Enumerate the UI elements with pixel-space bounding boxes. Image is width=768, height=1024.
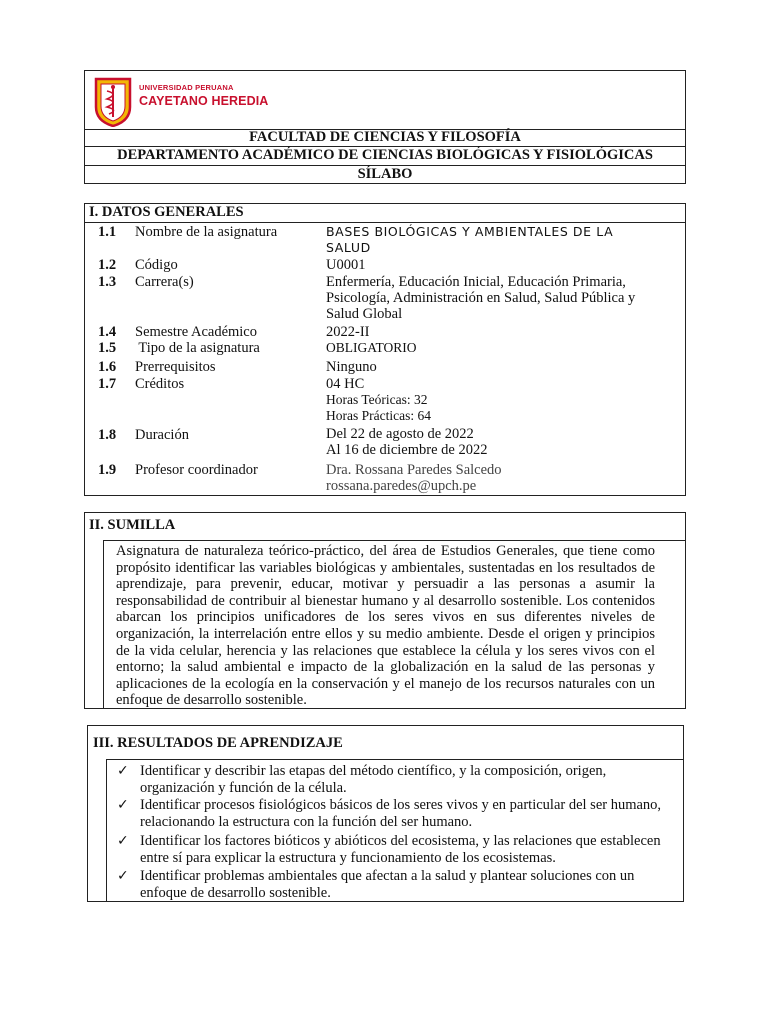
sumilla-body [103, 540, 685, 708]
row-value [326, 324, 666, 340]
document-type-title: SÍLABO [357, 166, 413, 182]
row-number: 1.8 [98, 427, 117, 443]
outcome-text: Identificar y describir las etapas del método científico, y la composición, origen, organización y función de la célula. [140, 763, 607, 796]
outcome-text: Identificar problemas ambientales que afectan a la salud y plantear soluciones con un enfoque de desarrollo sostenible. [140, 868, 635, 901]
outcomes-list [106, 759, 683, 901]
row-value [326, 462, 666, 494]
logo-line-university: UNIVERSIDAD PERUANA [139, 83, 234, 92]
row-label: Duración [135, 427, 189, 443]
row-label: Código [135, 257, 178, 273]
value-line: Psicología, Administración en Salud, Salud Pública y [326, 290, 636, 306]
value-line: U0001 [326, 257, 366, 273]
value-line: Dra. Rossana Paredes Salcedo [326, 462, 502, 478]
value-line: 2022-II [326, 324, 370, 340]
sumilla-paragraph: Asignatura de naturaleza teórico-práctico, del área de Estudios Generales, que tiene como propósito identificar las variables biológicas y ambientales, sustentadas en los resultados de aprendizaje, para prevenir, educar, motivar y persuadir a las personas a asumir la responsabilidad de contribuir al bienestar humano y al desarrollo sostenible. Los contenidos abarcan los principios unificadores de los seres vivos en sus diferentes niveles de organización, la interrelación entre ellos y su medio ambiente. Desde el origen y principios de la vida celular, herencia y las relaciones que establece la célula y los seres vivos con el entorno; la salud ambiental e impacto de la globalización en la salud de las personas y aplicaciones de la ecología en la conservación y el manejo de los recursos naturales con un enfoque de desarrollo sostenible. [116, 543, 655, 709]
value-line: SALUD [326, 240, 371, 255]
general-data-section [84, 203, 686, 496]
checkmark-icon: ✓ [117, 868, 129, 884]
row-number: 1.1 [98, 224, 117, 240]
row-label: Nombre de la asignatura [135, 224, 278, 240]
section-divider [85, 222, 685, 223]
row-label: Carrera(s) [135, 274, 194, 290]
outcome-text: Identificar procesos fisiológicos básicos de los seres vivos y en particular del ser humano, relacionando la estructura con la función del ser humano. [140, 797, 662, 830]
row-number: 1.2 [98, 257, 117, 273]
sumilla-section [84, 512, 686, 709]
value-line: Salud Global [326, 306, 403, 322]
checkmark-icon: ✓ [117, 763, 129, 779]
value-line: 04 HC [326, 376, 365, 392]
value-line: Ninguno [326, 359, 377, 375]
row-number: 1.7 [98, 376, 117, 392]
logo-row [85, 71, 685, 130]
row-label: Tipo de la asignatura [135, 340, 260, 356]
value-line: Al 16 de diciembre de 2022 [326, 442, 488, 458]
section-title: II. SUMILLA [89, 517, 176, 533]
row-number: 1.9 [98, 462, 117, 478]
logo-line-name: CAYETANO HEREDIA [139, 93, 269, 108]
value-line: Enfermería, Educación Inicial, Educación Primaria, [326, 274, 626, 290]
row-number: 1.6 [98, 359, 117, 375]
checkmark-icon: ✓ [117, 833, 129, 849]
logo-wordmark [139, 84, 268, 107]
value-line: Horas Prácticas: 64 [326, 408, 431, 423]
university-shield-logo [94, 77, 132, 127]
outcome-text: Identificar los factores bióticos y abióticos del ecosistema, y las relaciones que establecen entre sí para explicar la estructura y funcionamiento de los ecosistemas. [140, 833, 661, 866]
faculty-title: FACULTAD DE CIENCIAS Y FILOSOFÍA [85, 129, 685, 147]
value-line: BASES BIOLÓGICAS Y AMBIENTALES DE LA [326, 224, 614, 239]
row-value [326, 274, 666, 322]
section-title: I. DATOS GENERALES [89, 204, 244, 220]
value-line: Horas Teóricas: 32 [326, 392, 428, 407]
value-line: rossana.paredes@upch.pe [326, 478, 477, 494]
row-label: Semestre Académico [135, 324, 257, 340]
row-value [326, 426, 666, 458]
checkmark-icon: ✓ [117, 797, 129, 813]
row-value [326, 224, 666, 256]
department-title: DEPARTAMENTO ACADÉMICO DE CIENCIAS BIOLÓGICAS Y FISIOLÓGICAS [85, 147, 685, 166]
row-value [326, 359, 666, 375]
row-value [326, 340, 666, 356]
row-label: Prerrequisitos [135, 359, 216, 375]
row-number: 1.3 [98, 274, 117, 290]
row-number: 1.4 [98, 324, 117, 340]
value-line: OBLIGATORIO [326, 340, 417, 355]
row-label: Profesor coordinador [135, 462, 258, 478]
row-number: 1.5 [98, 340, 117, 356]
row-label: Créditos [135, 376, 185, 392]
learning-outcomes-section [87, 725, 684, 902]
section-title: III. RESULTADOS DE APRENDIZAJE [93, 735, 343, 751]
value-line: Del 22 de agosto de 2022 [326, 426, 474, 442]
row-value [326, 376, 666, 424]
syllabus-header [84, 70, 686, 184]
row-value [326, 257, 666, 273]
